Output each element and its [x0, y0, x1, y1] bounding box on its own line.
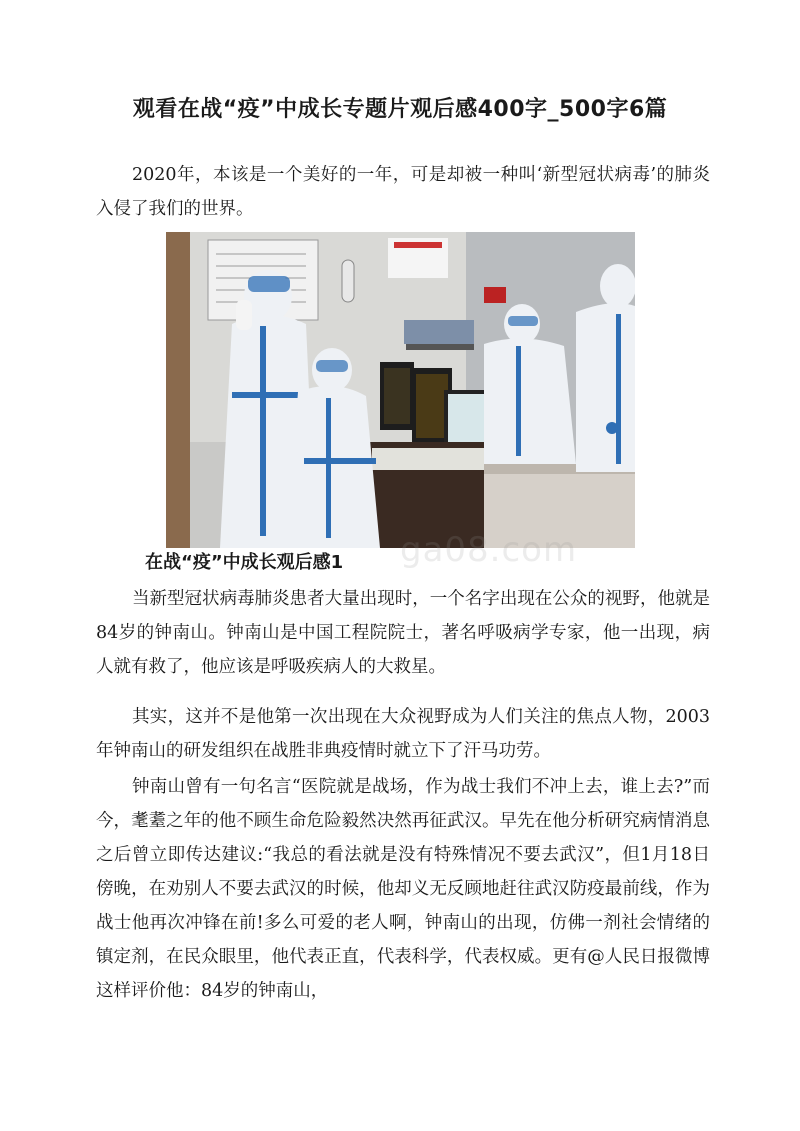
intro-paragraph: 2020年，本该是一个美好的一年，可是却被一种叫‘新型冠状病毒’的肺炎入侵了我们的世界。 — [96, 165, 710, 219]
body-paragraph: 其实，这并不是他第一次出现在大众视野成为人们关注的焦点人物，2003年钟南山的研发组织在战胜非典疫情时就立下了汗马功劳。 — [96, 707, 710, 761]
body-paragraph: 钟南山曾有一句名言“医院就是战场，作为战士我们不冲上去，谁上去?”而今，耄耋之年的他不顾生命危险毅然决然再征武汉。早先在他分析研究病情消息之后曾立即传达建议:“我总的看法就是没有特殊情况不要去武汉”，但1月18日傍晚，在劝别人不要去武汉的时候，他却义无反顾地赶往武汉防疫最前线，作为战士他再次冲锋在前!多么可爱的老人啊，钟南山的出现，仿佛一剂社会情绪的镇定剂，在民众眼里，他代表正直，代表科学，代表权威。更有@人民日报微博这样评价他：84岁的钟南山， — [96, 777, 710, 1001]
medical-staff-photo — [166, 232, 635, 548]
document-title: 观看在战“疫”中成长专题片观后感400字_500字6篇 — [132, 97, 668, 122]
watermark: ga08.com — [400, 530, 578, 570]
section-heading: 在战“疫”中成长观后感1 — [145, 552, 344, 573]
body-paragraph: 当新型冠状病毒肺炎患者大量出现时，一个名字出现在公众的视野，他就是84岁的钟南山。钟南山是中国工程院院士，著名呼吸病学专家，他一出现，病人就有救了，他应该是呼吸疾病人的大救星。 — [96, 589, 710, 677]
